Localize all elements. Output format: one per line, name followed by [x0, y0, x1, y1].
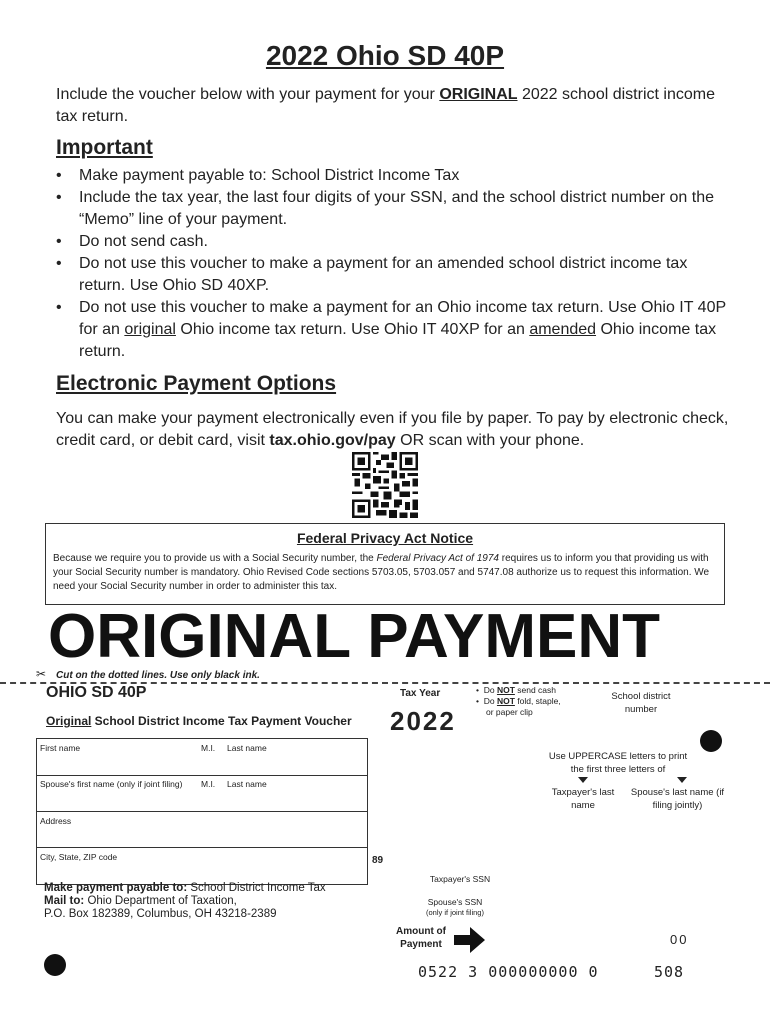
- privacy-notice: [45, 523, 725, 605]
- electronic-heading: Electronic Payment Options: [56, 372, 337, 395]
- intro-after: 2022 school district income tax return.: [56, 86, 715, 125]
- spouse-ssn-label: Spouse's SSN: [427, 897, 483, 907]
- original-payment-banner: ORIGINAL PAYMENT: [48, 602, 661, 671]
- registration-dot-icon: [700, 730, 722, 752]
- bullet-text-amended: amended: [529, 321, 597, 338]
- last-name-label: Last name: [227, 743, 267, 753]
- spouse-last-name-label: Spouse's last name (if filing jointly): [630, 787, 725, 811]
- note-cash: • Do NOT send cash: [476, 685, 557, 695]
- cut-note: Cut on the dotted lines. Use only black ink.: [56, 670, 260, 681]
- spouse-name-field[interactable]: [37, 775, 367, 812]
- ocr-scan-line: 0522 3 000000000 0: [418, 963, 599, 981]
- mail-line: Mail to: Ohio Department of Taxation,: [44, 895, 237, 907]
- mi-label: M.I.: [201, 743, 216, 753]
- registration-dot-icon: [44, 954, 66, 976]
- spouse-first-label: Spouse's first name (only if joint filing): [40, 779, 183, 789]
- code-89: 89: [372, 855, 384, 866]
- list-item: • Include the tax year, the last four digits of your SSN, and the school district number on the “Memo” line of your payment.: [56, 187, 726, 231]
- amount-cents: 00: [670, 932, 689, 947]
- amount-label: [396, 925, 446, 951]
- privacy-act-name: Federal Privacy Act of 1974: [376, 553, 499, 564]
- arrow-down-icon: [578, 777, 588, 783]
- school-district-label: School district number: [611, 691, 671, 715]
- form-code: OHIO SD 40P: [46, 684, 147, 701]
- page-title: 2022 Ohio SD 40P: [265, 40, 505, 71]
- mailing-info: [44, 882, 326, 921]
- arrow-down-icon: [677, 777, 687, 783]
- pay-link[interactable]: tax.ohio.gov/pay: [269, 432, 396, 449]
- intro-text: [56, 84, 736, 128]
- privacy-text-before: Because we require you to provide us with a Social Security number, the: [53, 553, 377, 564]
- tax-year: 2022: [390, 706, 456, 736]
- privacy-heading: Federal Privacy Act Notice: [296, 530, 474, 546]
- intro-before: Include the voucher below with your payment for your: [56, 86, 440, 103]
- uppercase-note: Use UPPERCASE letters to print the first three letters of: [548, 751, 688, 775]
- city-state-zip-field[interactable]: [37, 847, 367, 883]
- ocr-form-code: 508: [654, 963, 685, 981]
- taxpayer-ssn-label: Taxpayer's SSN: [429, 874, 491, 884]
- amount-label-1: Amount of: [396, 926, 446, 937]
- bullet-text: Do not use this voucher to make a payment for an Ohio income tax return. Use Ohio IT 40P for an: [79, 299, 726, 338]
- tax-year-label: Tax Year: [400, 688, 441, 699]
- city-label: City, State, ZIP code: [40, 852, 118, 862]
- intro-emphasis: ORIGINAL: [439, 86, 518, 103]
- taxpayer-last-name-label: Taxpayer's last name: [551, 787, 615, 811]
- important-heading: Important: [56, 136, 153, 159]
- mail-box-line: P.O. Box 182389, Columbus, OH 43218-2389: [44, 908, 277, 920]
- list-item: [56, 297, 726, 363]
- first-name-label: First name: [40, 743, 81, 753]
- privacy-text-after: requires us to inform you that providing us with your Social Security number is mandatory. Ohio Revised Code sections 5703.05, 5703.057 and 5747.08 authorize us to request this information. We need your Social Security number in order to administer this tax.: [53, 553, 710, 592]
- qr-code-icon[interactable]: [352, 452, 418, 518]
- spouse-ssn-note: (only if joint filing): [426, 908, 484, 917]
- electronic-text-before: You can make your payment electronically even if you file by paper. To pay by electronic check, credit card, or debit card, visit: [56, 410, 729, 449]
- scissors-icon: ✂: [36, 667, 47, 681]
- bullet-text: Ohio income tax return. Use Ohio IT 40XP for an: [175, 321, 530, 338]
- payable-line: Make payment payable to: School District Income Tax: [44, 882, 326, 894]
- electronic-text-after: OR scan with your phone.: [395, 432, 585, 449]
- handling-notes: [476, 685, 561, 718]
- list-item: • Do not send cash.: [56, 231, 726, 253]
- note-clip: or paper clip: [486, 707, 533, 717]
- taxpayer-info-box: [36, 738, 368, 885]
- bullet-text-original: original: [124, 321, 176, 338]
- privacy-text: [46, 546, 724, 594]
- address-field[interactable]: [37, 811, 367, 848]
- electronic-text: [56, 408, 736, 452]
- voucher-subtitle-rest: School District Income Tax Payment Voucher: [91, 714, 352, 728]
- list-item: • Do not use this voucher to make a payment for an amended school district income tax return. Use Ohio SD 40XP.: [56, 253, 726, 297]
- address-label: Address: [40, 816, 72, 826]
- voucher-subtitle-emph: Original: [46, 714, 92, 728]
- spouse-mi-label: M.I.: [201, 779, 216, 789]
- spouse-last-label: Last name: [227, 779, 267, 789]
- amount-label-2: Payment: [400, 939, 442, 950]
- first-name-field[interactable]: [37, 739, 367, 776]
- list-item: • Make payment payable to: School District Income Tax: [56, 165, 726, 187]
- voucher-subtitle: [46, 714, 352, 728]
- important-list: [56, 165, 726, 363]
- note-fold: • Do NOT fold, staple,: [476, 696, 561, 706]
- arrow-right-icon: [454, 925, 486, 955]
- bullet-text: Ohio income tax return.: [79, 321, 717, 360]
